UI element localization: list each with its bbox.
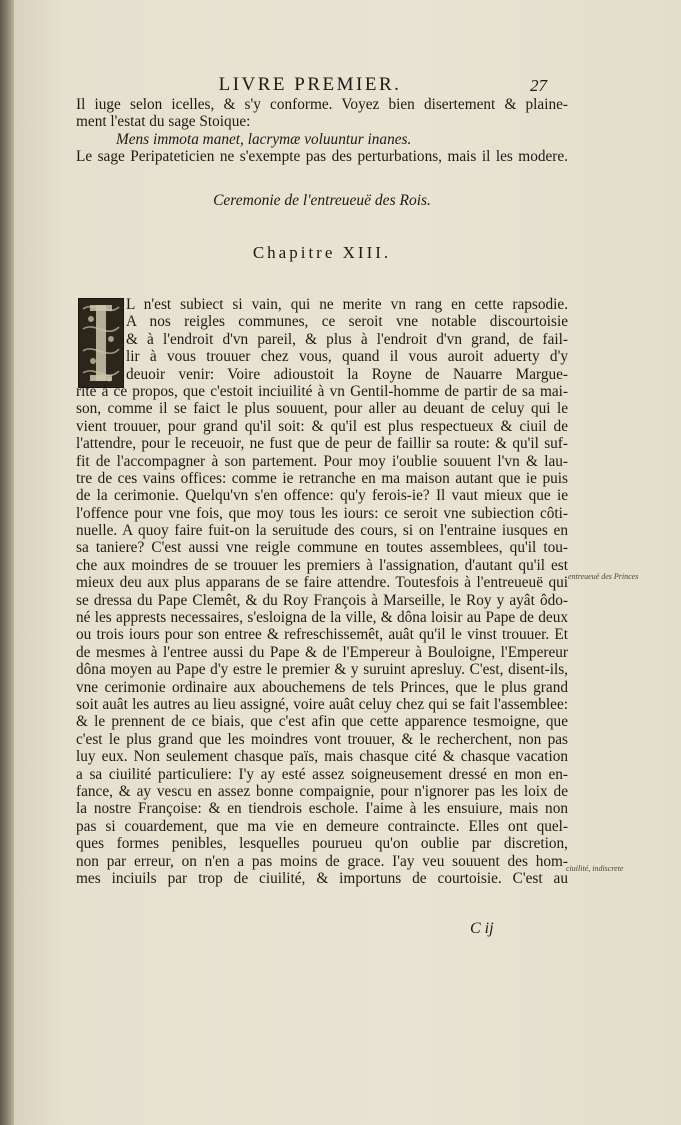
body-line: mes inciuils par trop de ciuilité, & importuns de courtoisie. C'est au [76,869,568,887]
marginal-note: ciuilité, indiscrete [566,864,624,873]
intro-line: Il iuge selon icelles, & s'y conforme. Voyez bien disertement & plaine- [76,96,568,113]
body-line: L n'est subiect si vain, qui ne merite vn rang en cette rapsodie. [126,296,568,313]
body-line: rite à ce propos, que c'estoit inciuilité à vn Gentil-homme de partir de sa mai- [76,382,568,400]
body-line: son, comme il se faict le plus souuent, pour aller au deuant de celuy qui le [76,400,568,418]
body-line: de mesmes à l'entree aussi du Pape & de l'Empereur à Bouloigne, l'Empereur [76,643,568,661]
body-line: vne cerimonie ordinaire aux abouchemens de tels Princes, que le plus grand [76,678,568,696]
body-line: l'attendre, pour le receuoir, ne fust que de peur de faillir sa route: & qu'il suf- [76,435,568,453]
body-line: lir à vous trouuer chez vous, quand il vous auroit aduerty d'y [126,348,568,366]
body-line: de la cerimonie. Quelqu'vn s'en offence: qu'y ferois-ie? Il vaut mieux que ie [76,487,568,505]
body-line: A nos reigles communes, ce seroit vne notable discourtoisie [126,313,568,331]
body-line: pas si couardement, que ma vie en demeure contraincte. Elles ont quel- [76,817,568,835]
page-number: 27 [530,76,547,95]
body-line: la nostre Françoise: & en tiendrois eschole. I'aime à les ensuiure, mais non [76,800,568,818]
body-line: a sa ciuilité particuliere: I'y ay esté assez soigneusement dressé en mon en- [76,765,568,783]
latin-quote: Mens immota manet, lacrymæ voluuntur inanes. [116,130,412,148]
chapter-heading: Chapitre XIII. [252,243,392,262]
body-line: ques formes penibles, lesquelles pourueu qu'on oublie par discretion, [76,835,568,853]
body-line: deuoir venir: Voire adioustoit la Royne de Nauarre Margue- [126,365,568,383]
book-spine-shadow [0,0,14,1125]
body-line: né les apprests necessaires, s'esloigna de la ville, & dôna loisir au Pape de deux [76,609,568,627]
signature-mark: C ij [470,920,494,937]
body-line: c'est le plus grand que les moindres vont trouuer, & le recherchent, non pas [76,730,568,748]
marginal-note: entreueuë des Princes [568,572,639,581]
body-line: ou trois iours pour son entree & refreschissemêt, auât qu'il le vinst trouuer. Et [76,626,568,644]
body-line: fance, & ay vescu en assez bonne compaignie, pour n'ignorer pas les loix de [76,782,568,800]
peripatetic-line: Le sage Peripateticien ne s'exempte pas des perturbations, mais il les modere. [76,148,568,166]
section-caption: Ceremonie de l'entreueuë des Rois. [213,192,431,209]
intro-line: ment l'estat du sage Stoique: [76,113,251,131]
intro-block [76,96,568,166]
running-title: LIVRE PREMIER. [218,74,402,95]
body-line: sa taniere? C'est aussi vne reigle commune en toutes assemblees, qu'il tou- [76,539,568,557]
body-line: mieux deu aux plus apparans de se faire attendre. Toutesfois à l'entreueuë qui [76,574,568,592]
running-header [0,74,681,98]
body-line: vient trouuer, pour grand qu'il soit: & qu'il est plus respectueux & ciuil de [76,417,568,435]
body-line: dôna moyen au Pape d'y estre le premier & y suruint apresluy. C'est, disent-ils, [76,661,568,679]
body-line: che aux moindres de se trouuer les premiers à l'assignation, d'autant qu'il est [76,556,568,574]
body-line: nuelle. A quoy faire fuit-on la seruitude des cours, si on l'entraine iusques en [76,522,568,540]
body-line: & le prennent de ce biais, que c'est afin que cette apparence tesmoigne, que [76,713,568,731]
body-line: se dressa du Pape Clemêt, & du Roy François à Marseille, le Roy y ayât ôdo- [76,591,568,609]
body-line: tre de ces vains offices: comme ie retranche en ma maison autant que ie puis [76,469,568,487]
body-line: soit auât les autres au lieu assigné, voire auât celuy chez qui se fait l'assemblee: [76,695,568,713]
body-line: & à l'endroit d'vn pareil, & plus à l'endroit d'vn grand, de fail- [126,330,568,348]
body-line: l'offence pour vne fois, que moy tous les iours: ce seroit vne subiection côti- [76,504,568,522]
body-text [76,296,568,887]
body-line: fit de l'accompagner à son partement. Pour moy i'oublie souuent l'vn & lau- [76,452,568,470]
body-line: luy eux. Non seulement chasque païs, mais chasque cité & chasque vacation [76,748,568,766]
body-line: non par erreur, on n'en a pas moins de grace. I'ay veu souuent des hom- [76,852,568,870]
